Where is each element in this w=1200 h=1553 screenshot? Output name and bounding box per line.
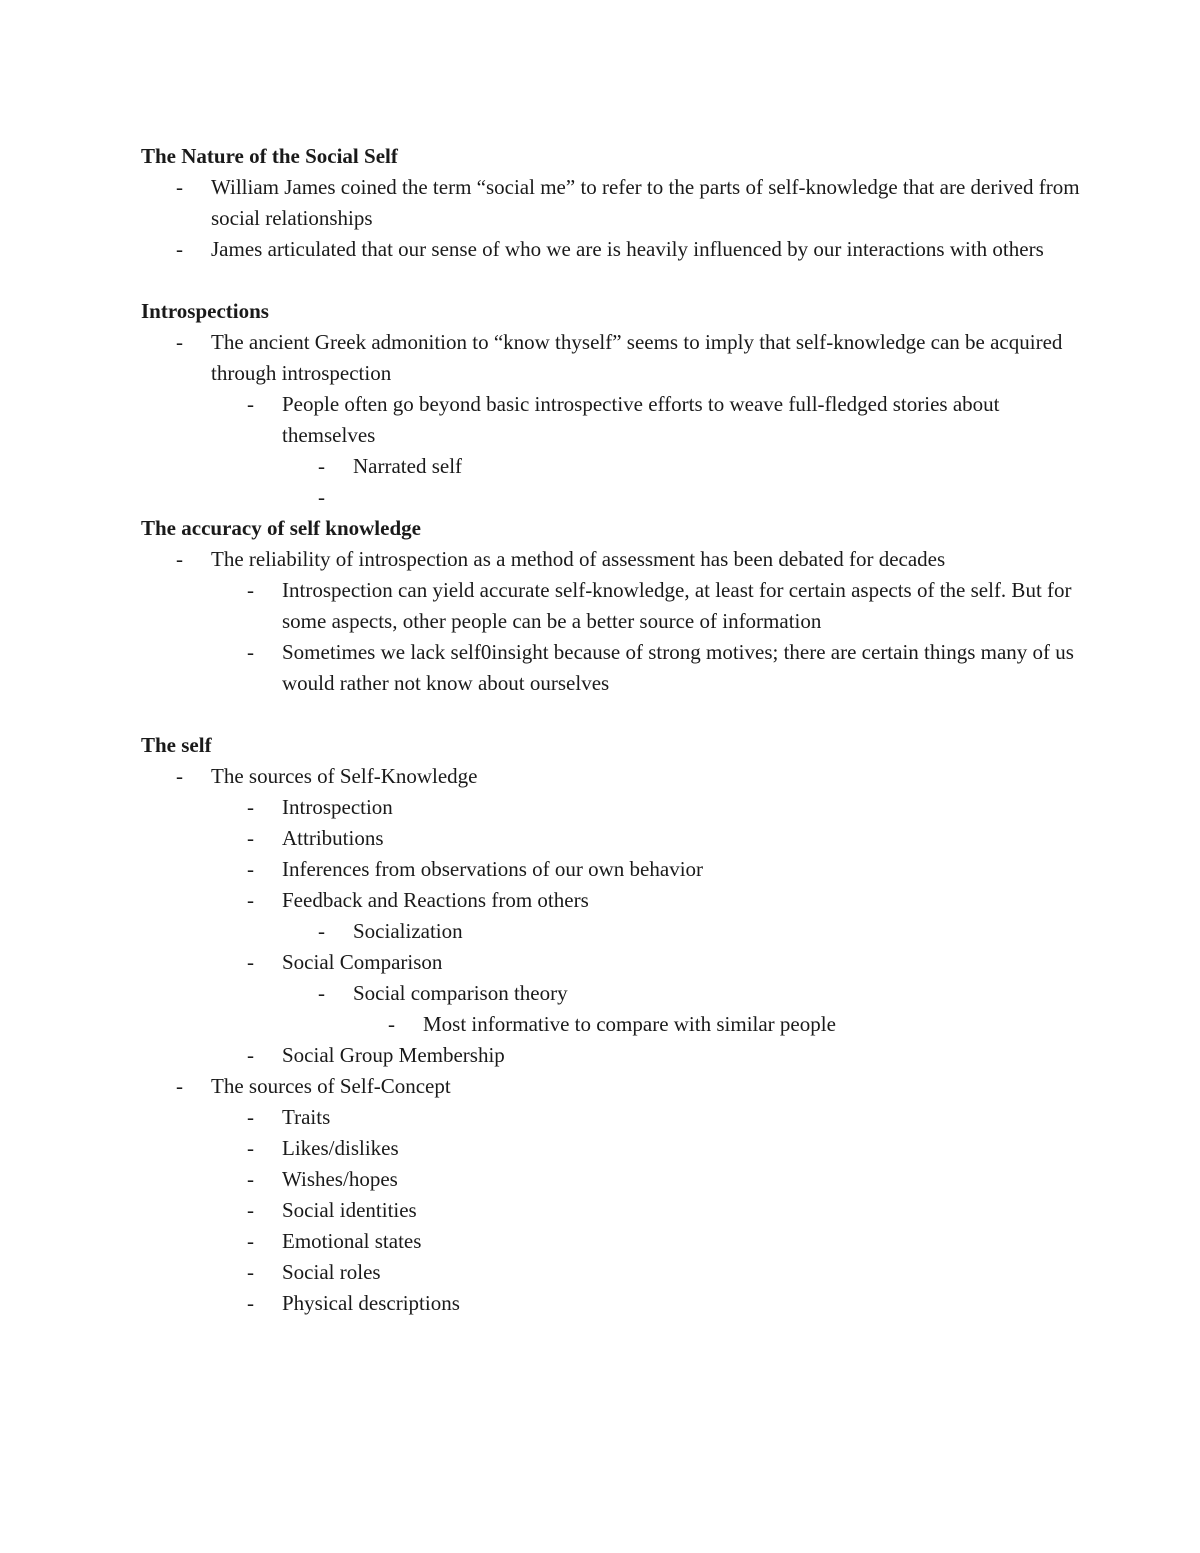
list-item bbox=[141, 1009, 1081, 1040]
bullet-dash: - bbox=[247, 857, 254, 881]
bullet-dash: - bbox=[318, 919, 325, 943]
bullet-dash: - bbox=[388, 1012, 395, 1036]
list-item bbox=[141, 823, 1081, 854]
bullet-dash: - bbox=[247, 1291, 254, 1315]
list-item-text: Socialization bbox=[353, 919, 463, 943]
list-item-text: James articulated that our sense of who we are is heavily influenced by our interactions with others bbox=[211, 237, 1044, 261]
list-item bbox=[141, 327, 1081, 389]
list-item-text: Likes/dislikes bbox=[282, 1136, 399, 1160]
section-heading: Introspections bbox=[141, 299, 269, 323]
list-item bbox=[141, 575, 1081, 637]
list-item bbox=[141, 854, 1081, 885]
blank-line bbox=[141, 265, 1081, 296]
bullet-dash: - bbox=[318, 454, 325, 478]
bullet-dash: - bbox=[176, 330, 183, 354]
section-nature-of-social-self bbox=[141, 141, 1081, 265]
bullet-dash: - bbox=[247, 1229, 254, 1253]
list-item-text: Inferences from observations of our own behavior bbox=[282, 857, 704, 881]
list-item-empty bbox=[141, 482, 1081, 513]
list-item-text: People often go beyond basic introspective efforts to weave full-fledged stories about themselves bbox=[282, 392, 1000, 447]
list-item bbox=[141, 1288, 1081, 1319]
bullet-dash: - bbox=[247, 1167, 254, 1191]
bullet-dash: - bbox=[247, 795, 254, 819]
bullet-dash: - bbox=[247, 826, 254, 850]
bullet-dash: - bbox=[318, 981, 325, 1005]
list-item-text: Social Comparison bbox=[282, 950, 443, 974]
list-item bbox=[141, 451, 1081, 482]
section-heading: The Nature of the Social Self bbox=[141, 144, 398, 168]
section-accuracy-of-self-knowledge bbox=[141, 513, 1081, 699]
list-item-text: Attributions bbox=[282, 826, 384, 850]
list-item bbox=[141, 637, 1081, 699]
bullet-dash: - bbox=[247, 888, 254, 912]
list-item-text: Social Group Membership bbox=[282, 1043, 505, 1067]
list-item-text: The sources of Self-Knowledge bbox=[211, 764, 478, 788]
list-item-text: Traits bbox=[282, 1105, 331, 1129]
list-item bbox=[141, 978, 1081, 1009]
list-item-text: Introspection can yield accurate self-knowledge, at least for certain aspects of the self. But for some aspects, other people can be a better source of information bbox=[282, 578, 1072, 633]
section-heading: The self bbox=[141, 733, 212, 757]
list-item-text: Social comparison theory bbox=[353, 981, 568, 1005]
bullet-dash: - bbox=[247, 640, 254, 664]
list-item-text: Social identities bbox=[282, 1198, 417, 1222]
list-item-text: The reliability of introspection as a method of assessment has been debated for decades bbox=[211, 547, 946, 571]
document-body bbox=[141, 141, 1081, 1319]
list-item bbox=[141, 1257, 1081, 1288]
list-item-text: Most informative to compare with similar people bbox=[423, 1012, 836, 1036]
list-item bbox=[141, 885, 1081, 916]
list-item-text: Sometimes we lack self0insight because of strong motives; there are certain things many of us would rather not know about ourselves bbox=[282, 640, 1074, 695]
bullet-dash: - bbox=[247, 1043, 254, 1067]
bullet-dash: - bbox=[176, 764, 183, 788]
list-item bbox=[141, 1071, 1081, 1102]
list-item bbox=[141, 172, 1081, 234]
list-item-text: Introspection bbox=[282, 795, 393, 819]
list-item bbox=[141, 761, 1081, 792]
list-item-text: Wishes/hopes bbox=[282, 1167, 398, 1191]
list-item-text: Physical descriptions bbox=[282, 1291, 460, 1315]
list-item-text: William James coined the term “social me” to refer to the parts of self-knowledge that are derived from social relationships bbox=[211, 175, 1080, 230]
bullet-dash: - bbox=[176, 175, 183, 199]
section-heading: The accuracy of self knowledge bbox=[141, 516, 421, 540]
bullet-dash: - bbox=[318, 485, 325, 509]
list-item-text: Social roles bbox=[282, 1260, 381, 1284]
list-item-text: Narrated self bbox=[353, 454, 463, 478]
list-item bbox=[141, 947, 1081, 978]
bullet-dash: - bbox=[176, 237, 183, 261]
section-introspections bbox=[141, 296, 1081, 513]
list-item bbox=[141, 389, 1081, 451]
list-item-text: The ancient Greek admonition to “know thyself” seems to imply that self-knowledge can be acquired through introspection bbox=[211, 330, 1063, 385]
list-item bbox=[141, 234, 1081, 265]
list-item bbox=[141, 1040, 1081, 1071]
blank-line bbox=[141, 699, 1081, 730]
bullet-dash: - bbox=[176, 547, 183, 571]
list-item bbox=[141, 544, 1081, 575]
bullet-dash: - bbox=[247, 1136, 254, 1160]
bullet-dash: - bbox=[247, 1198, 254, 1222]
bullet-dash: - bbox=[176, 1074, 183, 1098]
list-item bbox=[141, 1195, 1081, 1226]
list-item bbox=[141, 1226, 1081, 1257]
list-item bbox=[141, 792, 1081, 823]
list-item bbox=[141, 1133, 1081, 1164]
bullet-dash: - bbox=[247, 392, 254, 416]
list-item bbox=[141, 1164, 1081, 1195]
list-item bbox=[141, 916, 1081, 947]
bullet-dash: - bbox=[247, 950, 254, 974]
section-the-self bbox=[141, 730, 1081, 1319]
list-item-text: The sources of Self-Concept bbox=[211, 1074, 451, 1098]
bullet-dash: - bbox=[247, 578, 254, 602]
list-item-text: Feedback and Reactions from others bbox=[282, 888, 589, 912]
bullet-dash: - bbox=[247, 1105, 254, 1129]
list-item bbox=[141, 1102, 1081, 1133]
list-item-text: Emotional states bbox=[282, 1229, 422, 1253]
bullet-dash: - bbox=[247, 1260, 254, 1284]
